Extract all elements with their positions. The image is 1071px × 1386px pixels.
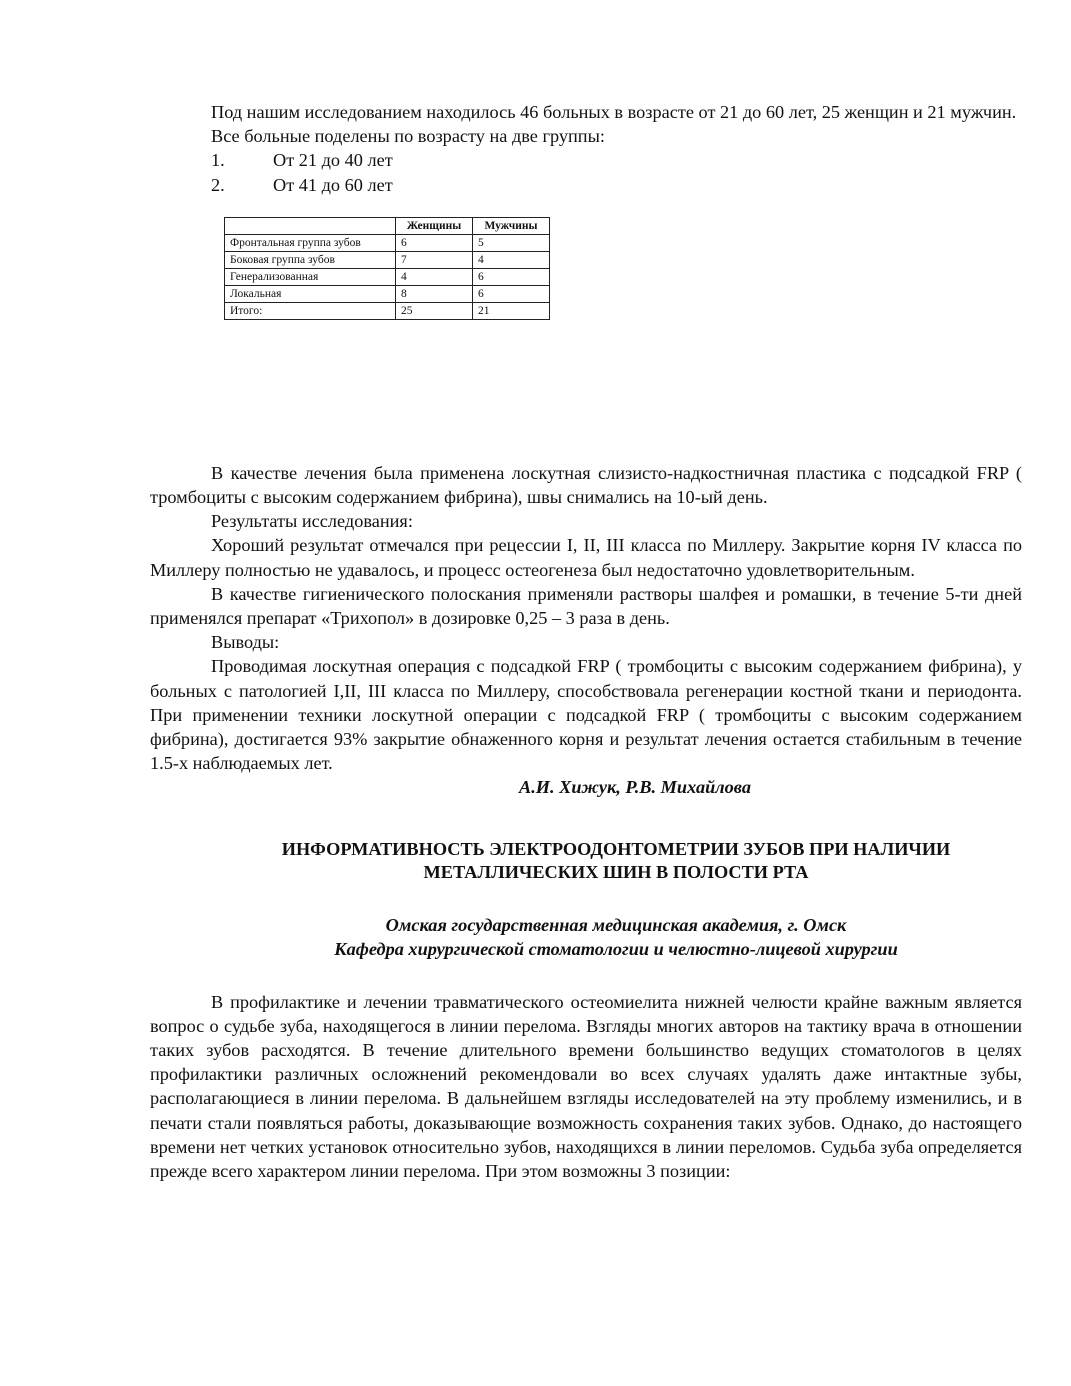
body-heading-conclusions: Выводы: [211, 632, 280, 653]
list-item-number: 1. [211, 150, 225, 171]
table-header-row [225, 217, 550, 234]
table-cell: 4 [396, 268, 473, 285]
table-cell: 6 [396, 234, 473, 251]
body-paragraph-treatment: В качестве лечения была применена лоскутная слизисто-надкостничная пластика с подсадкой FRP ( тромбоциты с высоким содержанием фибрина), швы снимались на 10-ый день. [150, 462, 1022, 508]
table-header-cell: Женщины [396, 217, 473, 234]
article-paragraph-1: В профилактике и лечении травматического остеомиелита нижней челюсти крайне важным является вопрос о судьбе зуба, находящегося в линии перелома. Взгляды многих авторов на тактику врача в отношении таких зубов расходятся. В течение длительного времени большинство ведущих стоматологов в целях профилактики различных осложнений рекомендовали во всех случаях удалять даже интактные зубы, располагающиеся в линии перелома. В дальнейшем взгляды исследователей на эту проблему изменились, и в печати стали появляться работы, доказывающие возможность сохранения таких зубов. Однако, до настоящего времени нет четких установок относительно зубов, находящихся в линии переломов. Судьба зуба определяется прежде всего характером линии перелома. При этом возможны 3 позиции: [150, 991, 1022, 1182]
table-cell: Итого: [225, 302, 396, 319]
affiliation-line: Кафедра хирургической стоматологии и челюстно-лицевой хирургии [334, 938, 898, 959]
patient-distribution-table [224, 217, 550, 320]
body-paragraph-conclusions: Проводимая лоскутная операция с подсадкой FRP ( тромбоциты с высоким содержанием фибрина), у больных с патологией I,II, III класса по Миллеру, способствовала регенерации костной ткани и периодонта. При применении техники лоскутной операции с подсадкой FRP ( тромбоциты с высоким содержанием фибрина), достигается 93% закрытие обнаженного корня и результат лечения остается стабильным в течение 1.5-х наблюдаемых лет. [150, 656, 1022, 774]
affiliation-line: Омская государственная медицинская академия, г. Омск [385, 914, 847, 935]
table-row [225, 302, 550, 319]
table-cell: 21 [473, 302, 550, 319]
body-paragraph-results: Хороший результат отмечался при рецессии I, II, III класса по Миллеру. Закрытие корня IV класса по Миллеру полностью не удавалось, и процесс остеогенеза был недостаточно удовлетворительным. [150, 535, 1022, 580]
article-title-line: МЕТАЛЛИЧЕСКИХ ШИН В ПОЛОСТИ РТА [423, 861, 809, 882]
table-cell: 5 [473, 234, 550, 251]
table-row [225, 285, 550, 302]
table-cell: Боковая группа зубов [225, 251, 396, 268]
table-row [225, 234, 550, 251]
article-title-line: ИНФОРМАТИВНОСТЬ ЭЛЕКТРООДОНТОМЕТРИИ ЗУБОВ ПРИ НАЛИЧИИ [281, 838, 951, 859]
table-cell: 7 [396, 251, 473, 268]
body-heading-results: Результаты исследования: [211, 511, 413, 532]
table-header-cell: Мужчины [473, 217, 550, 234]
list-item-text: От 21 до 40 лет [273, 150, 393, 171]
table-cell: 8 [396, 285, 473, 302]
list-item [150, 173, 1022, 197]
author-line: А.И. Хижук, Р.В. Михайлова [519, 777, 751, 798]
intro-paragraph-1: Под нашим исследованием находилось 46 больных в возрасте от 21 до 60 лет, 25 женщин и 21 мужчин. [211, 102, 1017, 122]
article-title [150, 838, 1022, 884]
table-cell: Генерализованная [225, 268, 396, 285]
table-cell: 6 [473, 268, 550, 285]
article-affiliation [150, 913, 1022, 961]
table-row [225, 251, 550, 268]
intro-paragraph-2: Все больные поделены по возрасту на две группы: [211, 126, 605, 147]
table-row [225, 268, 550, 285]
body-paragraph-hygiene: В качестве гигиенического полоскания применяли растворы шалфея и ромашки, в течение 5-ти дней применялся препарат «Трихопол» в дозировке 0,25 – 3 раза в день. [150, 583, 1022, 629]
list-item-text: От 41 до 60 лет [273, 174, 393, 195]
table-cell: Локальная [225, 285, 396, 302]
blank-space [150, 320, 1022, 461]
table-cell: 6 [473, 285, 550, 302]
list-item-number: 2. [211, 174, 225, 195]
table-cell: Фронтальная группа зубов [225, 234, 396, 251]
table-cell: 4 [473, 251, 550, 268]
table-header-cell [225, 217, 396, 234]
table-cell: 25 [396, 302, 473, 319]
list-item [150, 148, 1022, 172]
age-group-list [150, 148, 1022, 196]
document-page [150, 100, 1022, 1183]
